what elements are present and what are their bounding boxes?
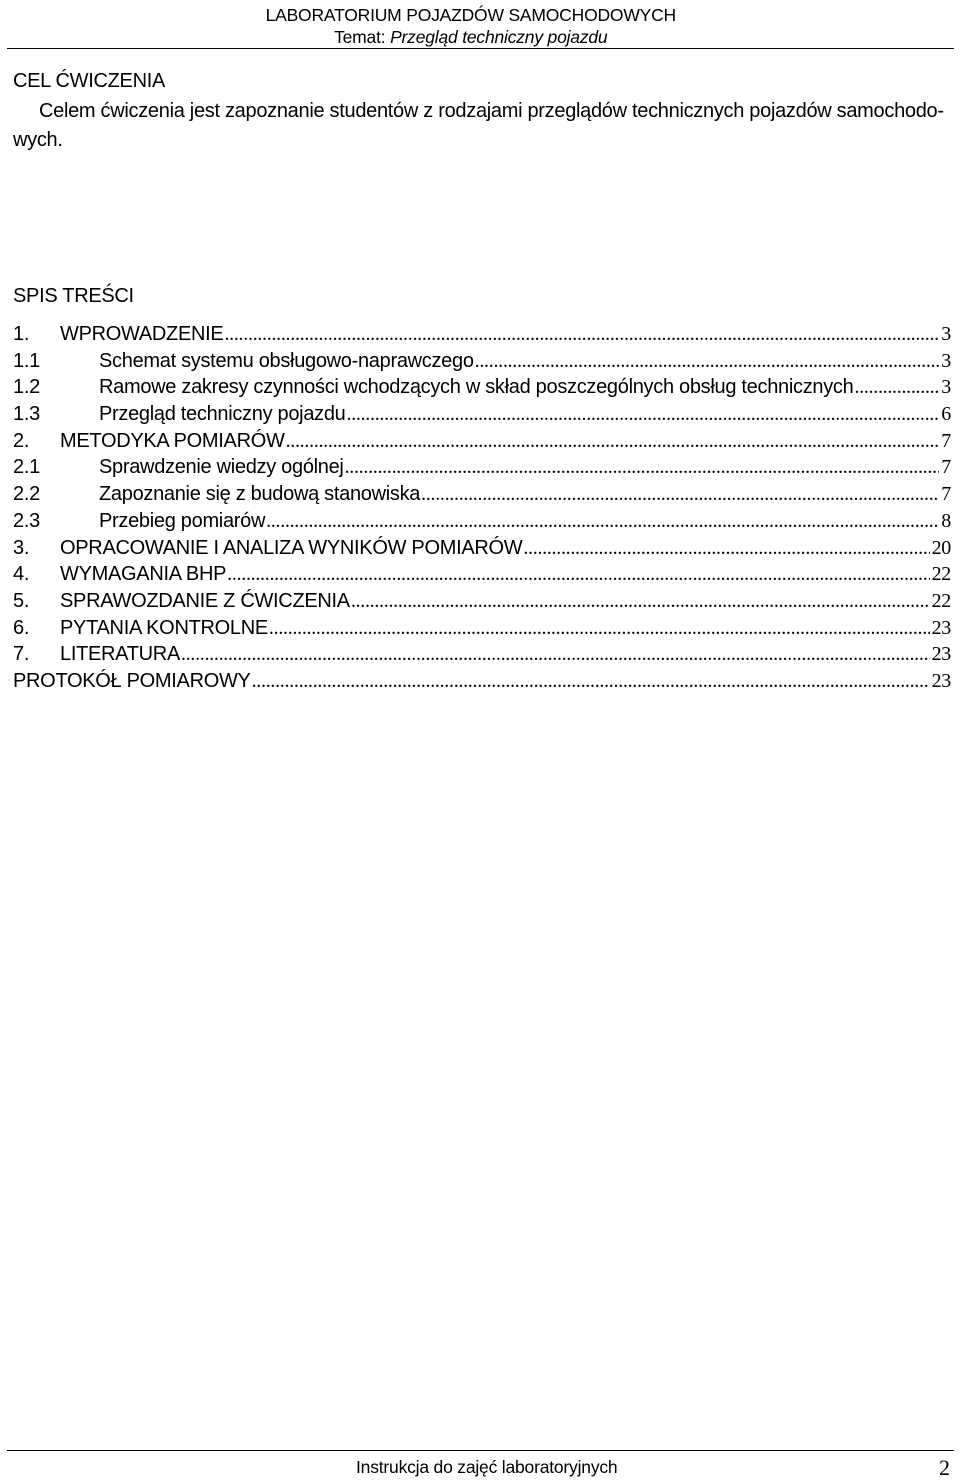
toc-entry-number: 1.3 (13, 403, 40, 426)
toc-entry-number: 1.1 (13, 349, 40, 372)
toc-entry-title: LITERATURA (60, 643, 180, 666)
toc-entry-number: 2. (13, 429, 30, 452)
toc-entry-title: Przegląd techniczny pojazdu (99, 403, 346, 426)
toc-entry-number: 6. (13, 616, 30, 639)
footer-divider (7, 1450, 954, 1451)
toc-entry-title: Sprawdzenie wiedzy ogólnej (99, 456, 344, 479)
page-number: 2 (939, 1455, 950, 1480)
header-title: LABORATORIUM POJAZDÓW SAMOCHODOWYCH (265, 5, 676, 25)
toc-entry-page: 6 (941, 403, 951, 426)
toc-dot-leader (269, 617, 930, 640)
toc-entry-number: 7. (13, 643, 30, 666)
toc-entry-6[interactable] (13, 617, 951, 644)
toc-entry-page: 22 (931, 589, 951, 612)
header-subtitle-topic: Przegląd techniczny pojazdu (390, 27, 608, 47)
toc-entry-page: 23 (931, 669, 951, 692)
toc-entry-number: 4. (13, 563, 30, 586)
footer-text: Instrukcja do zajęć laboratoryjnych (356, 1457, 618, 1477)
toc-dot-leader (854, 376, 939, 399)
toc-entry-7[interactable] (13, 643, 951, 670)
toc-entry-1-2[interactable] (13, 376, 951, 403)
toc-entry-title: PYTANIA KONTROLNE (60, 616, 268, 639)
toc-entry-2[interactable] (13, 430, 951, 457)
toc-entry-page: 23 (931, 643, 951, 666)
goal-heading: CEL ĆWICZENIA (13, 70, 166, 92)
toc-heading: SPIS TREŚCI (13, 285, 134, 307)
toc-dot-leader (227, 563, 929, 586)
toc-entry-2-3[interactable] (13, 510, 951, 537)
toc-entry-number: 2.3 (13, 509, 40, 532)
page-header (266, 4, 676, 48)
toc-dot-leader (224, 323, 939, 346)
toc-entry-page: 7 (941, 429, 951, 452)
toc-dot-leader (351, 590, 930, 613)
toc-entry-page: 20 (931, 536, 951, 559)
toc-entry-title: Przebieg pomiarów (99, 509, 266, 532)
toc-dot-leader (345, 456, 940, 479)
toc-entry-page: 3 (941, 349, 951, 372)
toc-dot-leader (286, 430, 940, 453)
toc-entry-page: 22 (931, 563, 951, 586)
toc-entry-1-3[interactable] (13, 403, 951, 430)
toc-dot-leader (475, 350, 940, 373)
toc-dot-leader (347, 403, 940, 426)
toc-entry-2-1[interactable] (13, 456, 951, 483)
toc-dot-leader (252, 670, 930, 693)
toc-entry-title: Schemat systemu obsługowo-naprawczego (99, 349, 474, 372)
goal-text-line1: Celem ćwiczenia jest zapoznanie studentów z rodzajami przeglądów technicznych pojazdów samochodo- (39, 100, 944, 122)
toc-dot-leader (523, 537, 929, 560)
toc-entry-2-2[interactable] (13, 483, 951, 510)
toc-dot-leader (181, 643, 930, 666)
toc-dot-leader (266, 510, 939, 533)
toc-entry-title: WYMAGANIA BHP (60, 563, 227, 586)
toc-entry-title: Ramowe zakresy czynności wchodzących w skład poszczególnych obsług technicznych (99, 376, 854, 399)
toc-entry-page: 23 (931, 616, 951, 639)
toc-entry-page: 3 (941, 323, 951, 345)
toc-entry-protocol[interactable] (13, 670, 951, 697)
toc-entry-title: WPROWADZENIE (60, 323, 224, 345)
table-of-contents (13, 323, 951, 697)
toc-entry-title: OPRACOWANIE I ANALIZA WYNIKÓW POMIARÓW (60, 536, 523, 559)
toc-entry-1[interactable] (13, 323, 951, 350)
header-divider (7, 48, 954, 49)
header-subtitle (266, 26, 676, 48)
toc-entry-5[interactable] (13, 590, 951, 617)
toc-entry-page: 8 (941, 509, 951, 532)
toc-dot-leader (421, 483, 939, 506)
toc-entry-title: METODYKA POMIARÓW (60, 429, 285, 452)
toc-entry-page: 3 (941, 376, 951, 399)
header-subtitle-prefix: Temat: (334, 27, 391, 47)
goal-paragraph (13, 97, 953, 155)
toc-entry-1-1[interactable] (13, 350, 951, 377)
toc-entry-number: 2.1 (13, 456, 40, 479)
toc-entry-number: 2.2 (13, 483, 40, 506)
toc-entry-title: SPRAWOZDANIE Z ĆWICZENIA (60, 589, 350, 612)
toc-entry-3[interactable] (13, 537, 951, 564)
toc-entry-title: Zapoznanie się z budową stanowiska (99, 483, 421, 506)
toc-entry-number: 1. (13, 323, 30, 345)
toc-entry-title: PROTOKÓŁ POMIAROWY (13, 669, 251, 692)
toc-entry-number: 1.2 (13, 376, 40, 399)
toc-entry-page: 7 (941, 483, 951, 506)
goal-text-line2: wych. (13, 129, 63, 151)
toc-entry-number: 5. (13, 589, 30, 612)
toc-entry-number: 3. (13, 536, 30, 559)
toc-entry-4[interactable] (13, 563, 951, 590)
toc-entry-page: 7 (941, 456, 951, 479)
